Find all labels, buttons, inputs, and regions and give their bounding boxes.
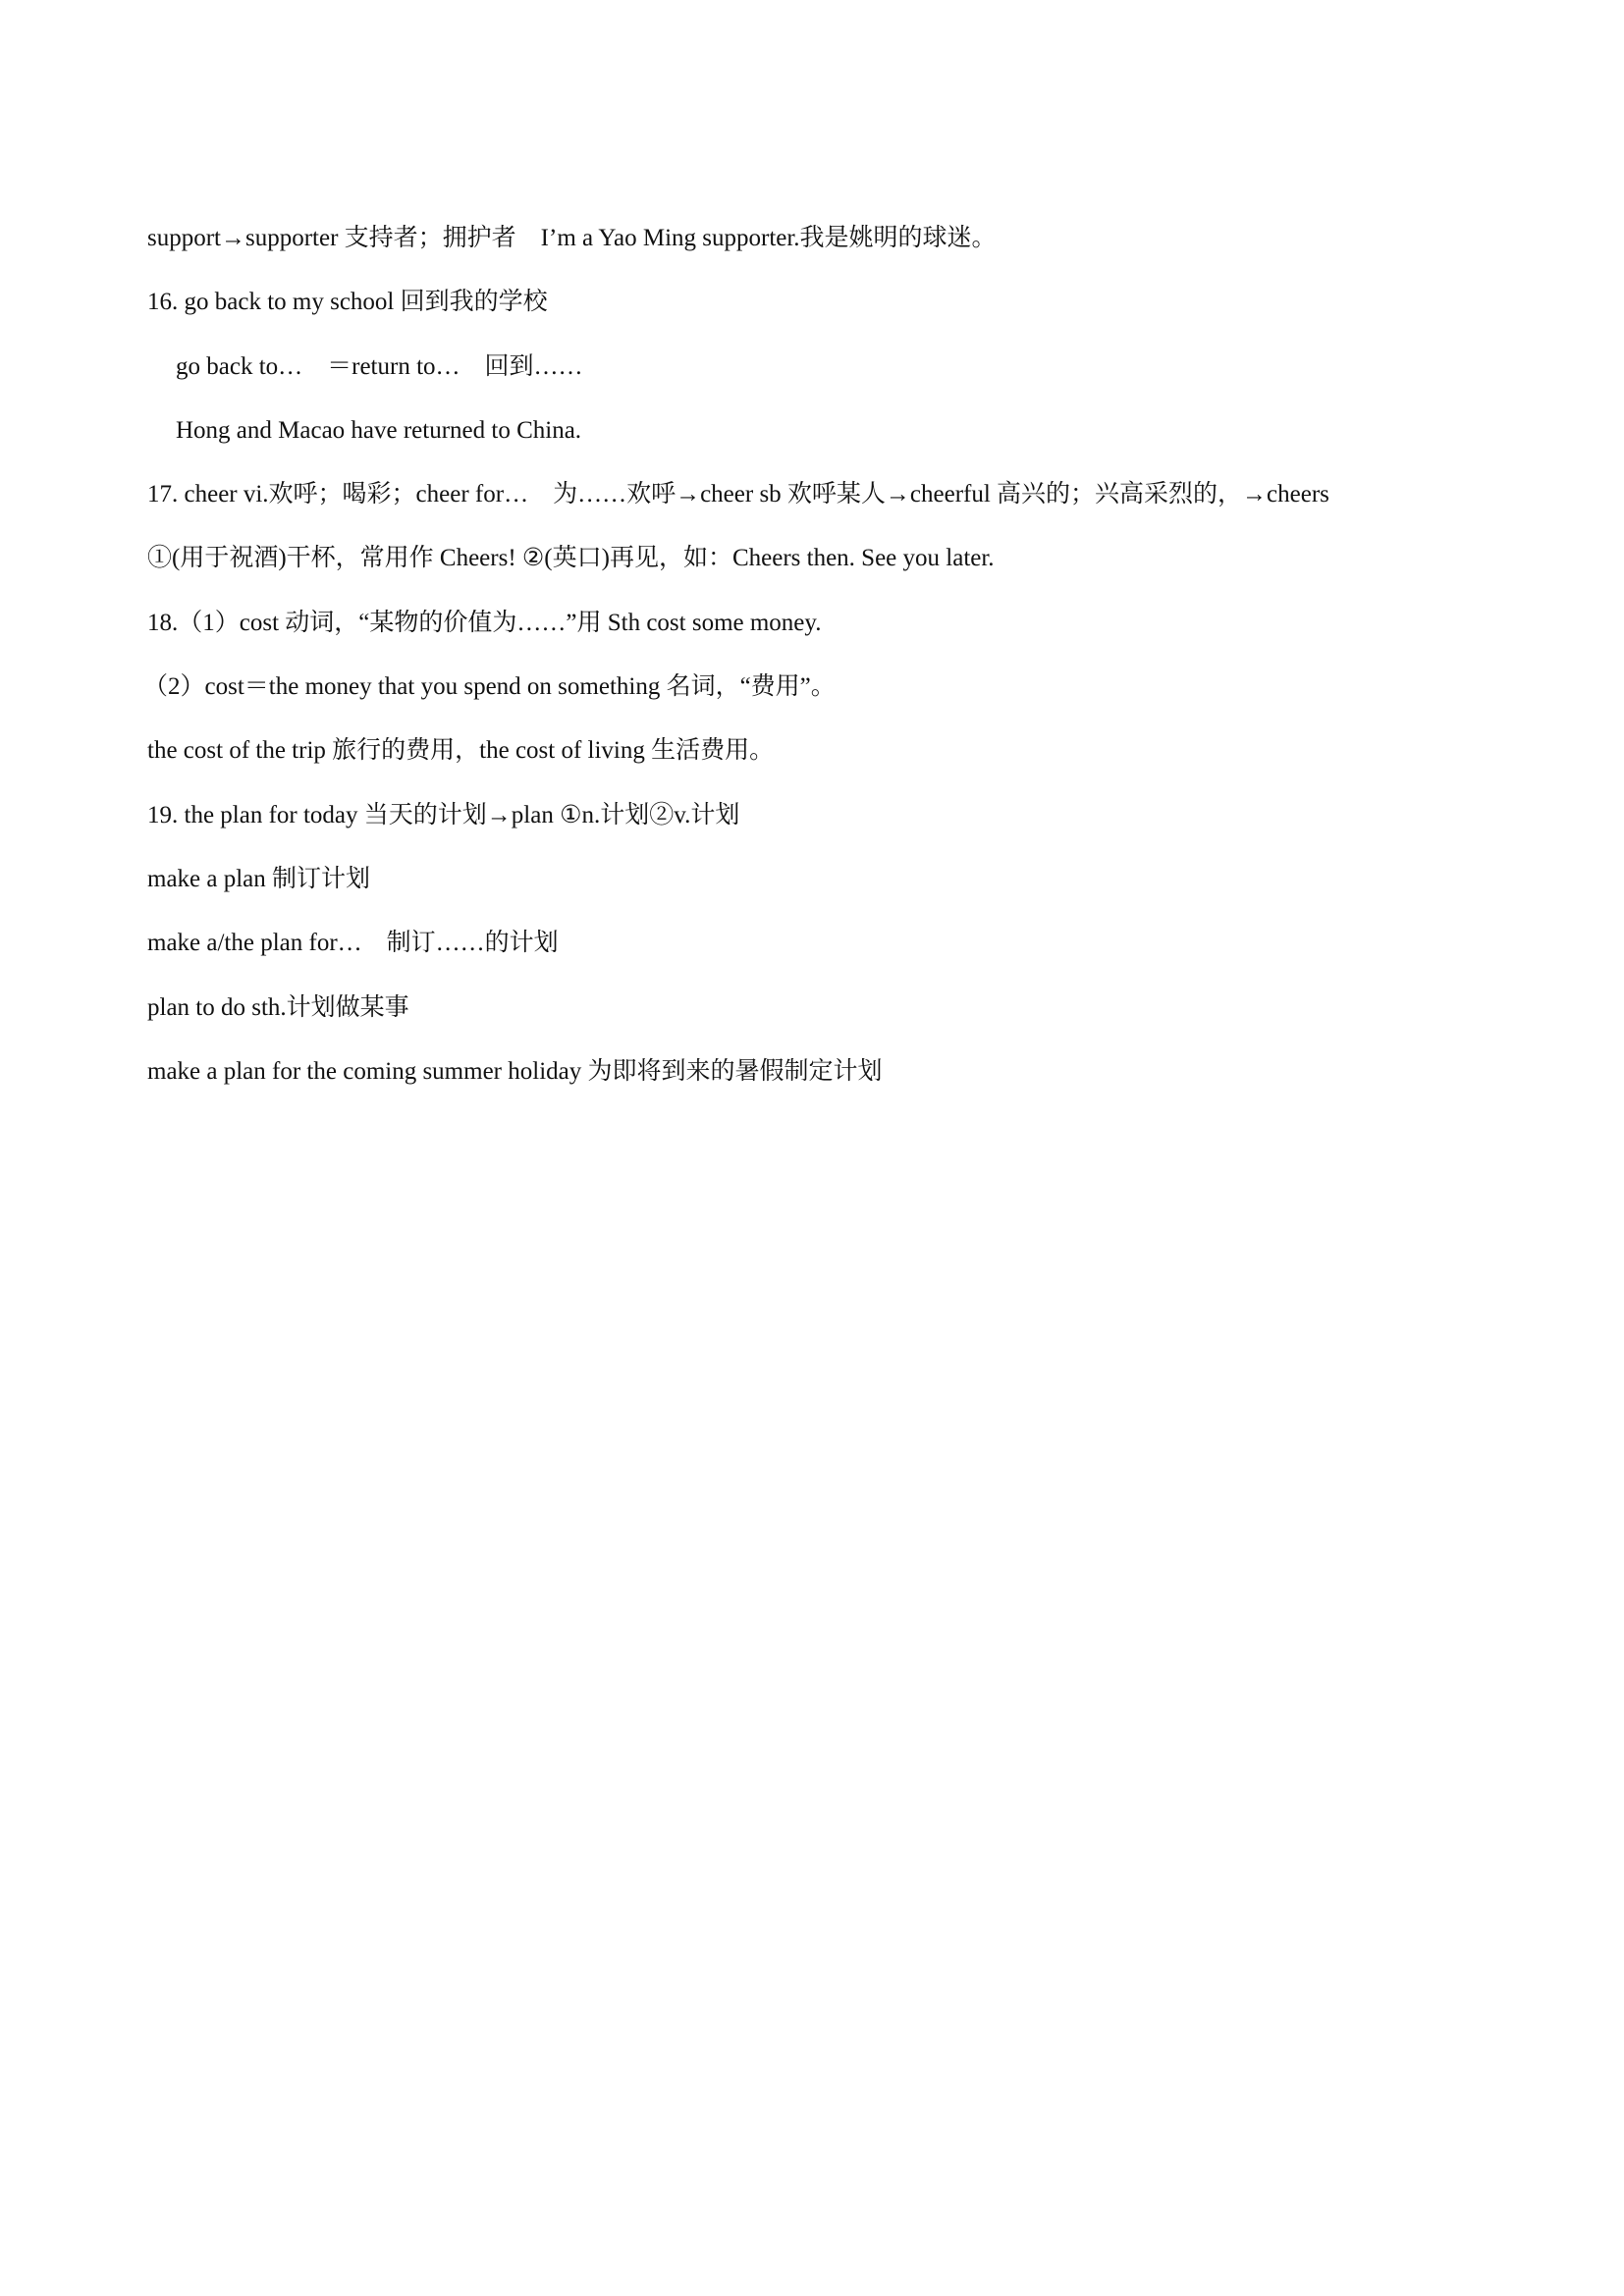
text-line-go-back-to: go back to… ＝return to… 回到……	[176, 352, 583, 380]
text-line-item-16: 16. go back to my school 回到我的学校	[147, 289, 548, 316]
text-line-example-hong-macao: Hong and Macao have returned to China.	[176, 416, 582, 444]
text-line-cost-examples: the cost of the trip 旅行的费用，the cost of living 生活费用。	[147, 737, 775, 765]
text-line-make-a-plan: make a plan 制订计划	[147, 865, 371, 892]
text-line-cheers-usage: ①(用于祝酒)干杯，常用作 Cheers! ②(英口)再见，如：Cheers then. See you later.	[147, 545, 995, 572]
text-line-item-17: 17. cheer vi.欢呼；喝彩；cheer for… 为……欢呼→cheer sb 欢呼某人→cheerful 高兴的；兴高采烈的，→cheers	[147, 481, 1329, 508]
text-line-item-18-part-2: （2）cost＝the money that you spend on something 名词，“费用”。	[143, 673, 836, 701]
document-body	[143, 206, 1502, 1103]
text-line-summer-holiday-example: make a plan for the coming summer holiday 为即将到来的暑假制定计划	[147, 1057, 883, 1085]
text-line-make-plan-for: make a/the plan for… 制订……的计划	[147, 930, 559, 957]
text-line-supporter: support→supporter 支持者；拥护者 I’m a Yao Ming supporter.我是姚明的球迷。	[147, 225, 997, 251]
text-line-item-18-part-1: 18.（1）cost 动词，“某物的价值为……”用 Sth cost some money.	[147, 609, 822, 636]
text-line-item-19: 19. the plan for today 当天的计划→plan ①n.计划②v.计划	[147, 801, 740, 828]
text-line-plan-to-do: plan to do sth.计划做某事	[147, 993, 409, 1021]
